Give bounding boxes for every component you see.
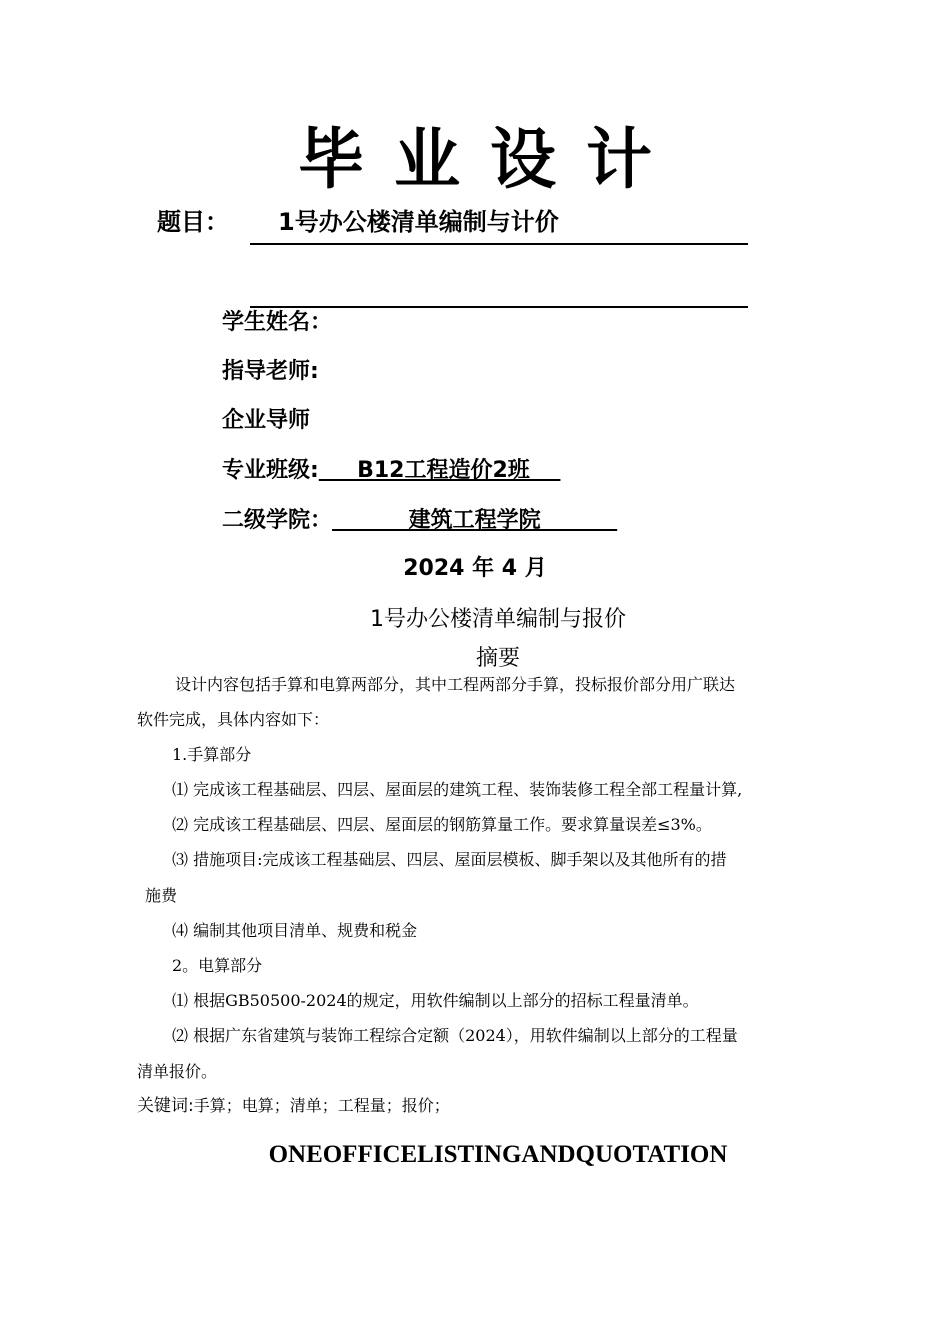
keywords-line: [137, 1095, 450, 1117]
cover-title: 毕业设计: [298, 121, 682, 198]
intro-line-2: 软件完成，具体内容如下：: [137, 710, 330, 729]
enterprise-advisor-field: [222, 404, 310, 438]
student-name-field: [222, 306, 332, 340]
subject-underline: [250, 243, 748, 245]
computer-item-2-line-2: 清单报价。: [137, 1062, 218, 1081]
college-label: 二级学院：: [222, 508, 333, 533]
subject-label: 题目：: [157, 208, 229, 236]
keywords-value: 手算；电算；清单；工程量；报价；: [193, 1096, 450, 1115]
subject-value: 1号办公楼清单编制与计价: [278, 208, 559, 236]
college-field: [222, 504, 617, 538]
computer-item-2-line-1: ⑵ 根据广东省建筑与装饰工程综合定额（2024），用软件编制以上部分的工程量: [172, 1026, 738, 1045]
abstract-title: 1号办公楼清单编制与报价: [370, 607, 626, 632]
section-manual-heading: 1.手算部分: [172, 745, 252, 764]
keywords-label: 关键词:: [137, 1096, 194, 1116]
college-value: 建筑工程学院: [332, 508, 618, 533]
computer-item-1: ⑴ 根据GB50500-2024的规定，用软件编制以上部分的招标工程量清单。: [172, 991, 699, 1010]
manual-item-1: ⑴ 完成该工程基础层、四层、屋面层的建筑工程、装饰装修工程全部工程量计算,: [172, 780, 743, 799]
manual-item-2: ⑵ 完成该工程基础层、四层、屋面层的钢筋算量工作。要求算量误差≤3%。: [172, 815, 712, 834]
major-class-field: [222, 454, 560, 488]
advisor-field: [222, 355, 319, 389]
advisor-label: 指导老师:: [222, 359, 319, 384]
major-class-value: B12工程造价2班: [318, 458, 561, 483]
enterprise-advisor-label: 企业导师: [222, 408, 311, 433]
intro-line-1: 设计内容包括手算和电算两部分，其中工程两部分手算，投标报价部分用广联达: [175, 675, 736, 694]
abstract-heading: 摘要: [475, 646, 520, 671]
major-class-label: 专业班级:: [222, 458, 319, 483]
manual-item-4: ⑷ 编制其他项目清单、规费和税金: [172, 921, 418, 940]
student-name-label: 学生姓名：: [222, 310, 333, 335]
english-title: ONEOFFICELISTINGANDQUOTATION: [268, 1141, 728, 1168]
section-computer-heading: 2。电算部分: [172, 956, 263, 975]
manual-item-3-line-1: ⑶ 措施项目:完成该工程基础层、四层、屋面层模板、脚手架以及其他所有的措: [172, 850, 727, 869]
manual-item-3-line-2: 施费: [145, 886, 178, 905]
cover-date: 2024 年 4 月: [403, 556, 547, 581]
